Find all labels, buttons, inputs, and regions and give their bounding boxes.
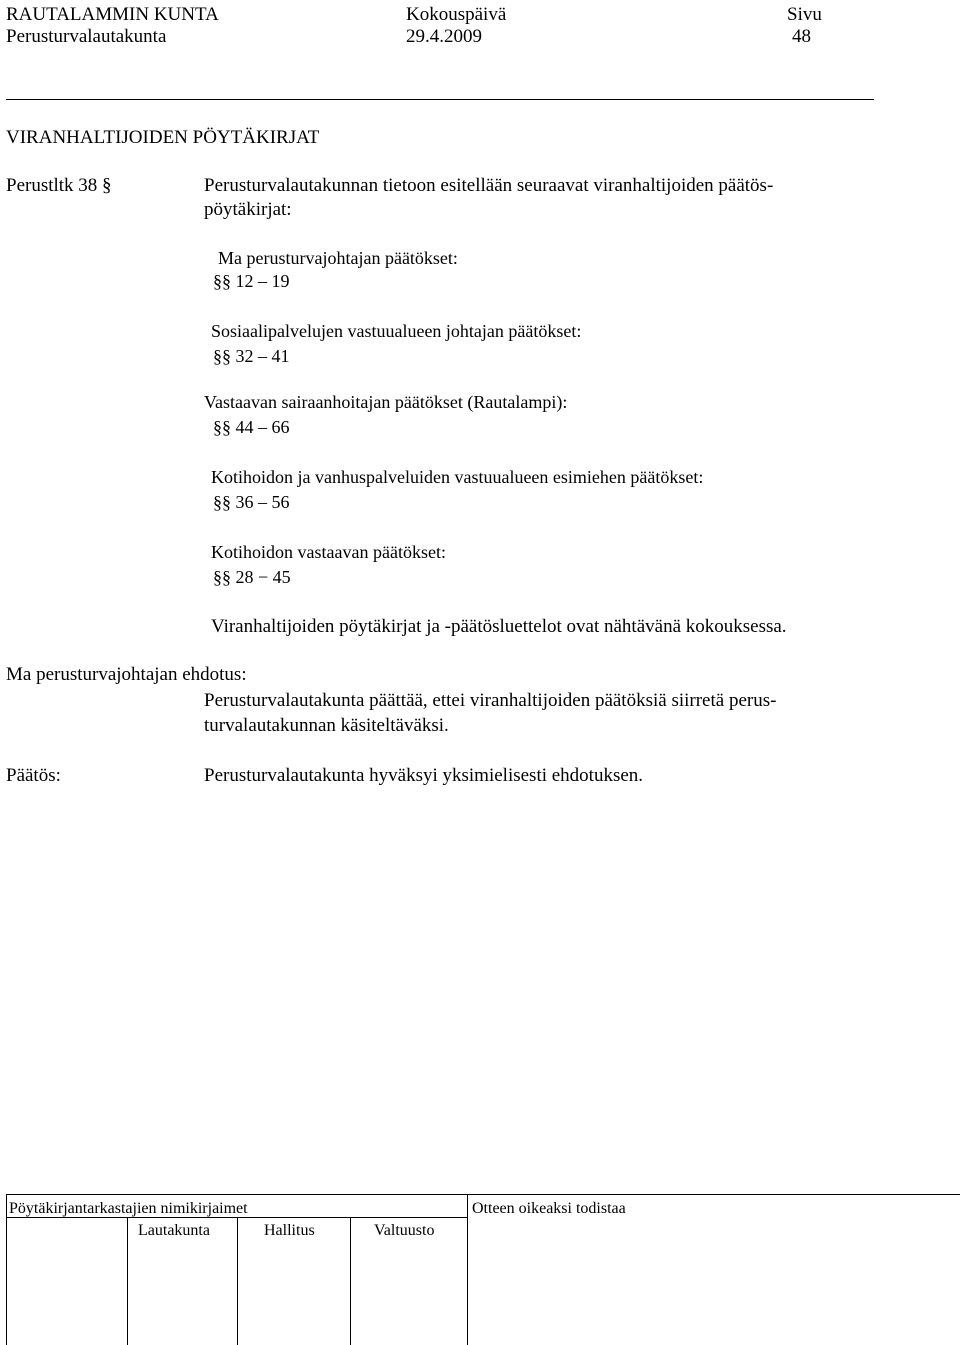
signature-column-lautakunta: Lautakunta [138, 1222, 210, 1239]
proposal-text-line-2: turvalautakunnan käsiteltäväksi. [204, 715, 449, 736]
group-title: Kotihoidon ja vanhuspalveluiden vastuualueen esimiehen päätökset: [211, 467, 704, 487]
meeting-date-label: Kokouspäivä [406, 4, 507, 25]
group-range: §§ 36 – 56 [213, 492, 290, 512]
page-title: VIRANHALTIJOIDEN PÖYTÄKIRJAT [6, 127, 320, 148]
intro-line-1: Perusturvalautakunnan tietoon esitellään seuraavat viranhaltijoiden päätös- [204, 175, 774, 196]
group-range: §§ 32 – 41 [213, 346, 290, 366]
intro-line-2: pöytäkirjat: [204, 199, 292, 220]
header-rule [6, 99, 874, 100]
availability-note: Viranhaltijoiden pöytäkirjat ja -päätösluettelot ovat nähtävänä kokouksessa. [211, 616, 787, 637]
group-title: Vastaavan sairaanhoitajan päätökset (Rautalampi): [204, 392, 568, 412]
page-label: Sivu [787, 4, 822, 25]
meeting-date: 29.4.2009 [406, 26, 482, 47]
org-name: RAUTALAMMIN KUNTA [6, 4, 219, 25]
footer-divider [237, 1217, 238, 1345]
group-range: §§ 28 − 45 [213, 567, 291, 587]
group-range: §§ 44 – 66 [213, 417, 290, 437]
footer-divider [6, 1194, 7, 1345]
board-name: Perusturvalautakunta [6, 26, 167, 47]
certification-label: Otteen oikeaksi todistaa [472, 1200, 626, 1217]
decision-text: Perusturvalautakunta hyväksyi yksimielisesti ehdotuksen. [204, 765, 644, 786]
footer-divider [350, 1217, 351, 1345]
section-label: Perustltk 38 § [6, 175, 112, 196]
footer-divider [127, 1217, 128, 1345]
group-range: §§ 12 – 19 [213, 271, 290, 291]
proposal-label: Ma perusturvajohtajan ehdotus: [6, 664, 247, 685]
group-title: Kotihoidon vastaavan päätökset: [211, 542, 446, 562]
footer-divider [467, 1194, 468, 1345]
page-number: 48 [792, 26, 811, 47]
group-title: Sosiaalipalvelujen vastuualueen johtajan päätökset: [211, 321, 582, 341]
footer-top-rule [6, 1194, 960, 1195]
proposal-text-line-1: Perusturvalautakunta päättää, ettei viranhaltijoiden päätöksiä siirretä perus- [204, 690, 777, 711]
signatures-label: Pöytäkirjantarkastajien nimikirjaimet [9, 1200, 248, 1217]
group-title: Ma perusturvajohtajan päätökset: [218, 248, 458, 268]
signature-column-hallitus: Hallitus [264, 1222, 315, 1239]
decision-label: Päätös: [6, 765, 61, 786]
signature-column-valtuusto: Valtuusto [374, 1222, 435, 1239]
